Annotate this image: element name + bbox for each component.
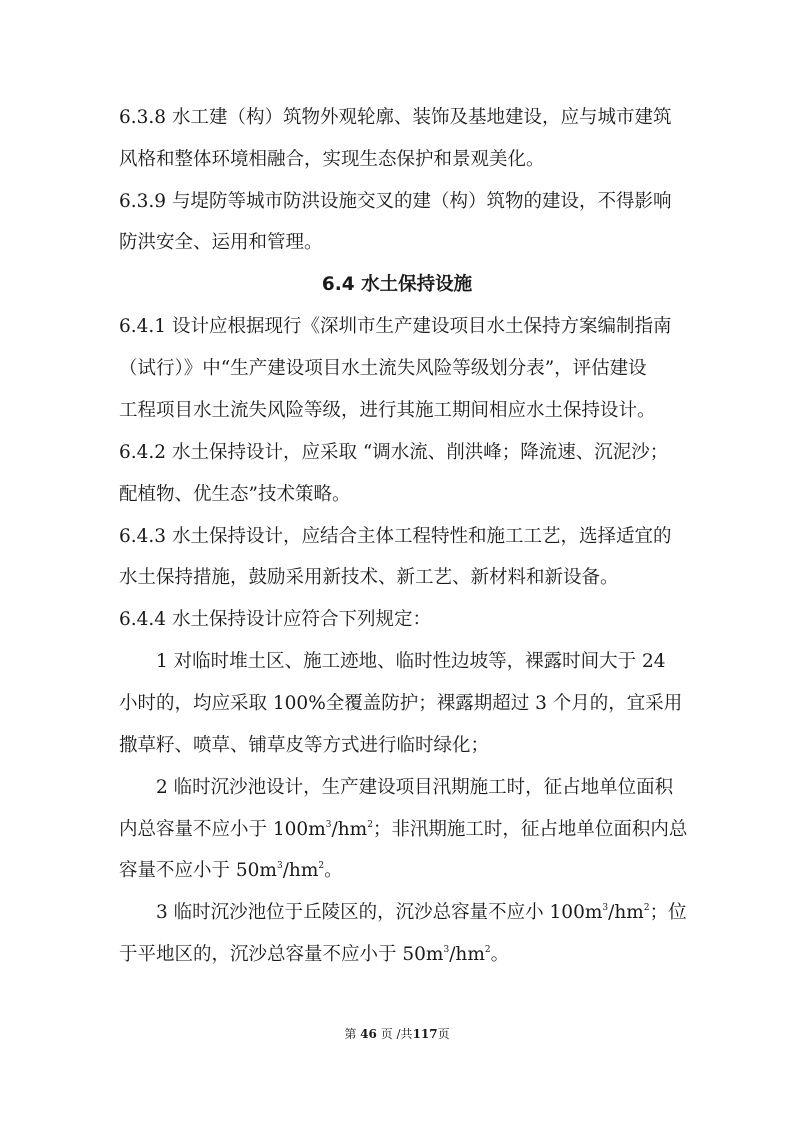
clause-6-4-2-line-2: 配植物、优生态”技术策略。 [119,484,351,505]
footer-prefix: 第 [344,1027,361,1041]
item-3-line-1-text-c: ；位 [649,902,687,923]
item-3-line-2 [119,942,509,968]
item-3-line-1 [156,900,687,926]
section-heading-6-4: 6.4 水土保持设施 [321,274,473,295]
superscript-2: 2 [643,903,650,913]
footer-total-pages: 117 [412,1027,438,1041]
clause-6-4-1-line-2: （试行）》中“生产建设项目水土流失风险等级划分表”，评估建设 [119,358,647,379]
clause-6-4-3-line-2: 水土保持措施，鼓励采用新技术、新工艺、新材料和新设备。 [119,567,619,588]
item-1-line-1: 1 对临时堆土区、施工迹地、临时性边坡等，裸露时间大于 24 [156,651,666,672]
superscript-3: 3 [276,861,283,871]
clause-6-3-8-line-2: 风格和整体环境相融合，实现生态保护和景观美化。 [119,149,545,170]
item-2-line-3-text-b: /hm [282,860,319,881]
clause-6-3-9-line-1: 6.3.9 与堤防等城市防洪设施交叉的建（构）筑物的建设，不得影响 [119,191,672,212]
item-3-line-1-text-b: /hm [608,902,644,923]
clause-6-4-2-line-1: 6.4.2 水土保持设计，应采取 “调水流、削洪峰；降流速、沉泥沙； [119,442,669,463]
item-3-line-2-text-b: /hm [449,944,485,965]
item-2-line-3 [119,858,343,884]
footer-middle: 页 /共 [376,1027,413,1041]
footer-suffix: 页 [437,1027,450,1041]
item-2-line-2-text-a: 内总容量不应小于 100m [119,819,326,840]
clause-6-3-8-line-1: 6.3.8 水工建（构）筑物外观轮廓、装饰及基地建设，应与城市建筑 [119,107,672,128]
clause-6-4-1-line-3: 工程项目水土流失风险等级，进行其施工期间相应水土保持设计。 [119,400,656,421]
item-2-line-3-text-a: 容量不应小于 50m [119,860,277,881]
footer-page-number: 46 [360,1027,377,1041]
item-2-line-2-text-c: ；非汛期施工时，征占地单位面积内总 [372,819,688,840]
item-2-line-2-text-b: /hm [331,819,368,840]
item-1-line-2: 小时的，均应采取 100%全覆盖防护；裸露期超过 3 个月的，宜采用 [119,693,683,714]
page-footer [0,1025,794,1042]
item-2-line-1: 2 临时沉沙池设计，生产建设项目汛期施工时，征占地单位面积 [156,777,674,798]
clause-6-4-3-line-1: 6.4.3 水土保持设计，应结合主体工程特性和施工工艺，选择适宜的 [119,526,672,547]
item-3-line-2-text-c: 。 [490,944,510,965]
clause-6-4-4-line-1: 6.4.4 水土保持设计应符合下列规定： [119,609,431,630]
superscript-2: 2 [367,820,373,830]
item-3-line-1-text-a: 3 临时沉沙池位于丘陵区的，沉沙总容量不应小 100m [156,902,603,923]
item-3-line-2-text-a: 于平地区的，沉沙总容量不应小于 50m [119,944,444,965]
item-2-line-3-text-c: 。 [324,860,343,881]
item-2-line-2 [119,817,687,843]
superscript-2: 2 [484,945,491,955]
superscript-3: 3 [325,820,332,830]
superscript-3: 3 [602,903,609,913]
superscript-2: 2 [318,861,325,871]
superscript-3: 3 [443,945,450,955]
clause-6-3-9-line-2: 防洪安全、运用和管理。 [119,232,323,253]
clause-6-4-1-line-1: 6.4.1 设计应根据现行《深圳市生产建设项目水土保持方案编制指南 [119,316,672,337]
item-1-line-3: 撒草籽、喷草、铺草皮等方式进行临时绿化； [119,735,490,756]
